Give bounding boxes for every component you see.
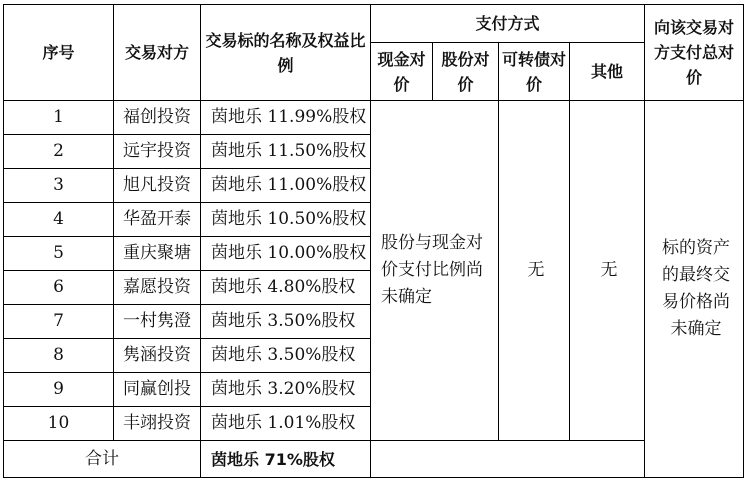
header-shares: 股份对价 (433, 43, 499, 101)
row-counterparty: 一村隽澄 (114, 305, 201, 339)
row-counterparty: 同赢创投 (114, 373, 201, 407)
total-empty-cell (371, 441, 645, 478)
row-equity: 茵地乐 10.00%股权 (201, 237, 371, 271)
header-total-price: 向该交易对方支付总对价 (645, 5, 744, 101)
row-no: 8 (4, 339, 114, 373)
convertible-value: 无 (499, 101, 570, 441)
header-target: 交易标的名称及权益比例 (201, 5, 371, 101)
row-counterparty: 华盈开泰 (114, 203, 201, 237)
row-no: 9 (4, 373, 114, 407)
row-no: 2 (4, 135, 114, 169)
header-no: 序号 (4, 5, 114, 101)
total-label: 合计 (4, 441, 201, 478)
table-row (4, 101, 744, 135)
row-counterparty: 远宇投资 (114, 135, 201, 169)
row-counterparty: 隽涵投资 (114, 339, 201, 373)
cash-shares-note: 股份与现金对价支付比例尚未确定 (371, 101, 499, 441)
row-no: 1 (4, 101, 114, 135)
header-convertible: 可转债对价 (499, 43, 570, 101)
row-equity: 茵地乐 3.20%股权 (201, 373, 371, 407)
header-payment-method: 支付方式 (371, 5, 645, 43)
row-equity: 茵地乐 1.01%股权 (201, 407, 371, 441)
row-counterparty: 旭凡投资 (114, 169, 201, 203)
header-counterparty: 交易对方 (114, 5, 201, 101)
row-no: 5 (4, 237, 114, 271)
row-equity: 茵地乐 11.99%股权 (201, 101, 371, 135)
row-no: 3 (4, 169, 114, 203)
header-other: 其他 (570, 43, 645, 101)
row-equity: 茵地乐 11.00%股权 (201, 169, 371, 203)
header-row-1 (4, 5, 744, 43)
total-equity: 茵地乐 71%股权 (201, 441, 371, 478)
row-no: 10 (4, 407, 114, 441)
other-value: 无 (570, 101, 645, 441)
row-no: 7 (4, 305, 114, 339)
row-counterparty: 嘉愿投资 (114, 271, 201, 305)
row-equity: 茵地乐 4.80%股权 (201, 271, 371, 305)
transaction-table (3, 4, 744, 478)
total-price-note: 标的资产的最终交易价格尚未确定 (645, 101, 744, 478)
row-no: 4 (4, 203, 114, 237)
row-equity: 茵地乐 10.50%股权 (201, 203, 371, 237)
header-cash: 现金对价 (371, 43, 433, 101)
row-equity: 茵地乐 3.50%股权 (201, 339, 371, 373)
row-counterparty: 重庆聚塘 (114, 237, 201, 271)
row-equity: 茵地乐 3.50%股权 (201, 305, 371, 339)
total-row (4, 441, 744, 478)
row-no: 6 (4, 271, 114, 305)
row-counterparty: 福创投资 (114, 101, 201, 135)
row-counterparty: 丰翊投资 (114, 407, 201, 441)
row-equity: 茵地乐 11.50%股权 (201, 135, 371, 169)
